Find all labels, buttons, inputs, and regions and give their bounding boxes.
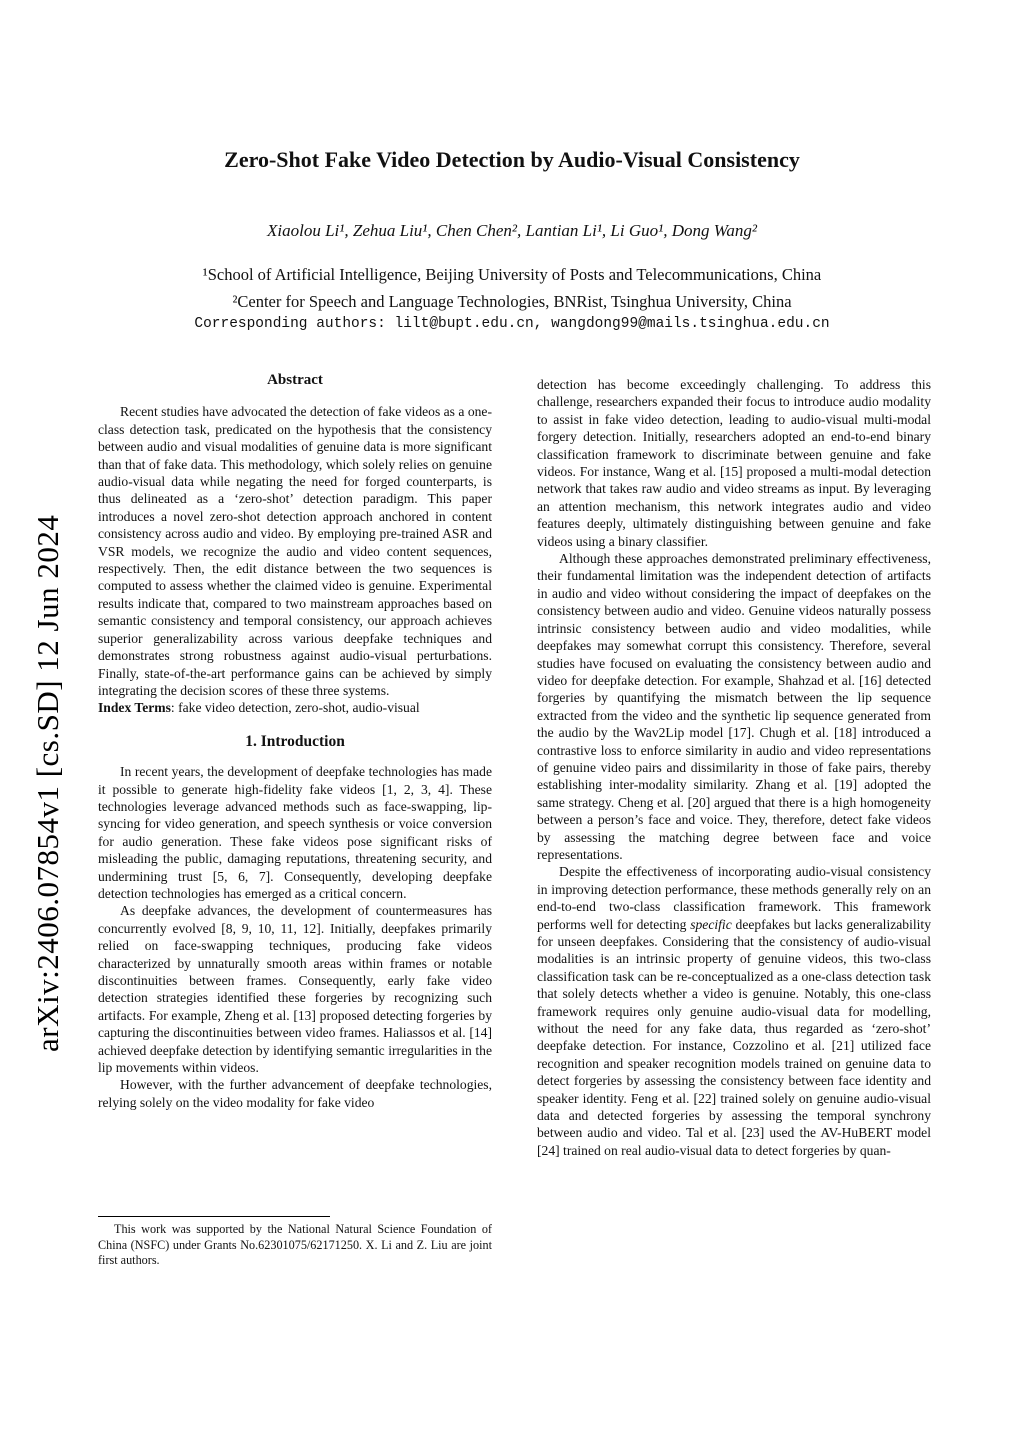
affiliations-block <box>60 261 964 315</box>
footnote-separator <box>98 1216 330 1217</box>
right-paragraph-3 <box>537 863 931 1159</box>
right-paragraph-1: detection has become exceedingly challenging. To address this challenge, researchers expanded their focus to introduce audio modality to assist in fake video detection, leading to audio-visual multi-modal forgery detection. Initially, researchers adopted an end-to-end binary classification framework to discriminate between genuine and fake videos. For instance, Wang et al. [15] proposed a multi-modal detection network that takes raw audio and video streams as input. By leveraging an attention mechanism, this network integrates audio and video features deeply, ultimately distinguishing between genuine and fake videos using a binary classifier. <box>537 377 931 549</box>
right-paragraph-3-italic: specific <box>690 916 732 932</box>
introduction-paragraph-2: As deepfake advances, the development of countermeasures has concurrently evolved [8, 9, 10, 11, 12]. Initially, deepfakes primarily relied on face-swapping techniques, producing fake videos characterized by unnaturally smooth areas within frames or notable discontinuities between frames. Consequently, early fake video detection strategies identified these forgeries by recognizing such artifacts. For example, Zheng et al. [13] proposed detecting forgeries by capturing the discontinuities between video frames. Haliassos et al. [14] achieved deepfake detection by identifying semantic irregularities in the lip movements within videos. <box>98 903 492 1076</box>
affiliation-2: ²Center for Speech and Language Technologies, BNRist, Tsinghua University, China <box>232 292 792 311</box>
introduction-heading: 1. Introduction <box>245 732 345 750</box>
arxiv-sidebar-label: arXiv:2406.07854v1 [cs.SD] 12 Jun 2024 <box>30 514 65 1052</box>
index-terms-label: Index Terms <box>98 700 171 716</box>
paper-title: Zero-Shot Fake Video Detection by Audio-Visual Consistency <box>224 147 800 172</box>
authors-line: Xiaolou Li¹, Zehua Liu¹, Chen Chen², Lantian Li¹, Li Guo¹, Dong Wang² <box>267 221 757 240</box>
right-paragraph-3-after: deepfakes but lacks generalizability for unseen deepfakes. Considering that the consistency of audio-visual modalities is an intrinsic property of genuine videos, this two-class classification task can be re-conceptualized as a one-class detection task that solely detects whether a video is genuine. Notably, this one-class framework requires only genuine audio-visual data for modelling, without the need for any fake data, thus regarded as ‘zero-shot’ deepfake detection. For instance, Cozzolino et al. [21] utilized face recognition and speaker recognition models trained on genuine data to detect forgeries by assessing the consistency between face identity and speaker identity. Feng et al. [22] trained solely on genuine audio-visual data and detected forgeries by assessing the temporal synchrony between audio and video. Tal et al. [23] used the AV-HuBERT model [24] trained on real audio-visual data to detect forgeries by quan- <box>537 916 931 1158</box>
footnote-text: This work was supported by the National Natural Science Foundation of China (NSFC) under Grants No.62301075/62171250. X. Li and Z. Liu are joint first authors. <box>98 1222 492 1268</box>
abstract-text: Recent studies have advocated the detection of fake videos as a one-class detection task, predicated on the hypothesis that the consistency between audio and visual modalities of genuine data is more significant than that of fake data. This methodology, which solely relies on genuine audio-visual data while negating the need for forged counterparts, is thus delineated as a ‘zero-shot’ detection paradigm. This paper introduces a novel zero-shot detection approach anchored in content consistency across audio and video. By employing pre-trained ASR and VSR models, we recognize the audio and video content sequences, respectively. Then, the edit distance between the two sequences is computed to assess whether the claimed video is genuine. Experimental results indicate that, compared to two mainstream approaches based on semantic consistency and temporal consistency, our approach achieves superior generalizability across various deepfake techniques and demonstrates strong robustness against audio-visual perturbations. Finally, state-of-the-art performance gains can be achieved by simply integrating the decision scores of these three systems. <box>98 404 492 698</box>
right-paragraph-3-before: Despite the effectiveness of incorporating audio-visual consistency in improving detection performance, these methods generally rely on an end-to-end two-class classification framework. This framework performs well for detecting <box>537 864 931 932</box>
left-column <box>98 372 492 1111</box>
introduction-paragraph-3: However, with the further advancement of deepfake technologies, relying solely on the video modality for fake video <box>98 1077 492 1110</box>
introduction-paragraph-1: In recent years, the development of deepfake technologies has made it possible to generate high-fidelity fake videos [1, 2, 3, 4]. These technologies leverage advanced methods such as face-swapping, lip-syncing for video generation, and speech synthesis or voice conversion for audio generation. These fake videos pose significant risks of misleading the public, damaging reputations, threatening security, and undermining trust [5, 6, 7]. Consequently, developing deepfake detection technologies has emerged as a critical concern. <box>98 764 492 901</box>
corresponding-authors-line: Corresponding authors: lilt@bupt.edu.cn, wangdong99@mails.tsinghua.edu.cn <box>194 316 830 332</box>
right-column <box>537 376 931 1159</box>
footnote-block <box>98 1216 492 1269</box>
index-terms-line <box>98 699 492 716</box>
right-paragraph-2: Although these approaches demonstrated preliminary effectiveness, their fundamental limitation was the independent detection of artifacts in audio and video without considering the impact of deepfakes on the consistency between audio and video. Genuine videos naturally possess intrinsic consistency between audio and video modalities, while deepfakes may somewhat corrupt this consistency. Therefore, several studies have focused on evaluating the consistency between audio and video for deepfake detection. For example, Shahzad et al. [16] detected forgeries by quantifying the mismatch between the lip sequence extracted from the video and the synthetic lip sequence generated from the audio by the Wav2Lip model [17]. Chugh et al. [18] introduced a contrastive loss to enforce similarity in audio and video representations of genuine video pairs and dissimilarity in those of fake pairs, thereby establishing inter-modality similarity. Zhang et al. [19] adopted the same strategy. Cheng et al. [20] argued that there is a high homogeneity between a person’s face and voice. They, therefore, detect fake videos by assessing the matching degree between face and voice representations. <box>537 551 931 862</box>
affiliation-1: ¹School of Artificial Intelligence, Beijing University of Posts and Telecommunications, China <box>202 265 822 284</box>
index-terms-text: : fake video detection, zero-shot, audio-visual <box>170 700 420 716</box>
abstract-heading: Abstract <box>267 372 323 388</box>
